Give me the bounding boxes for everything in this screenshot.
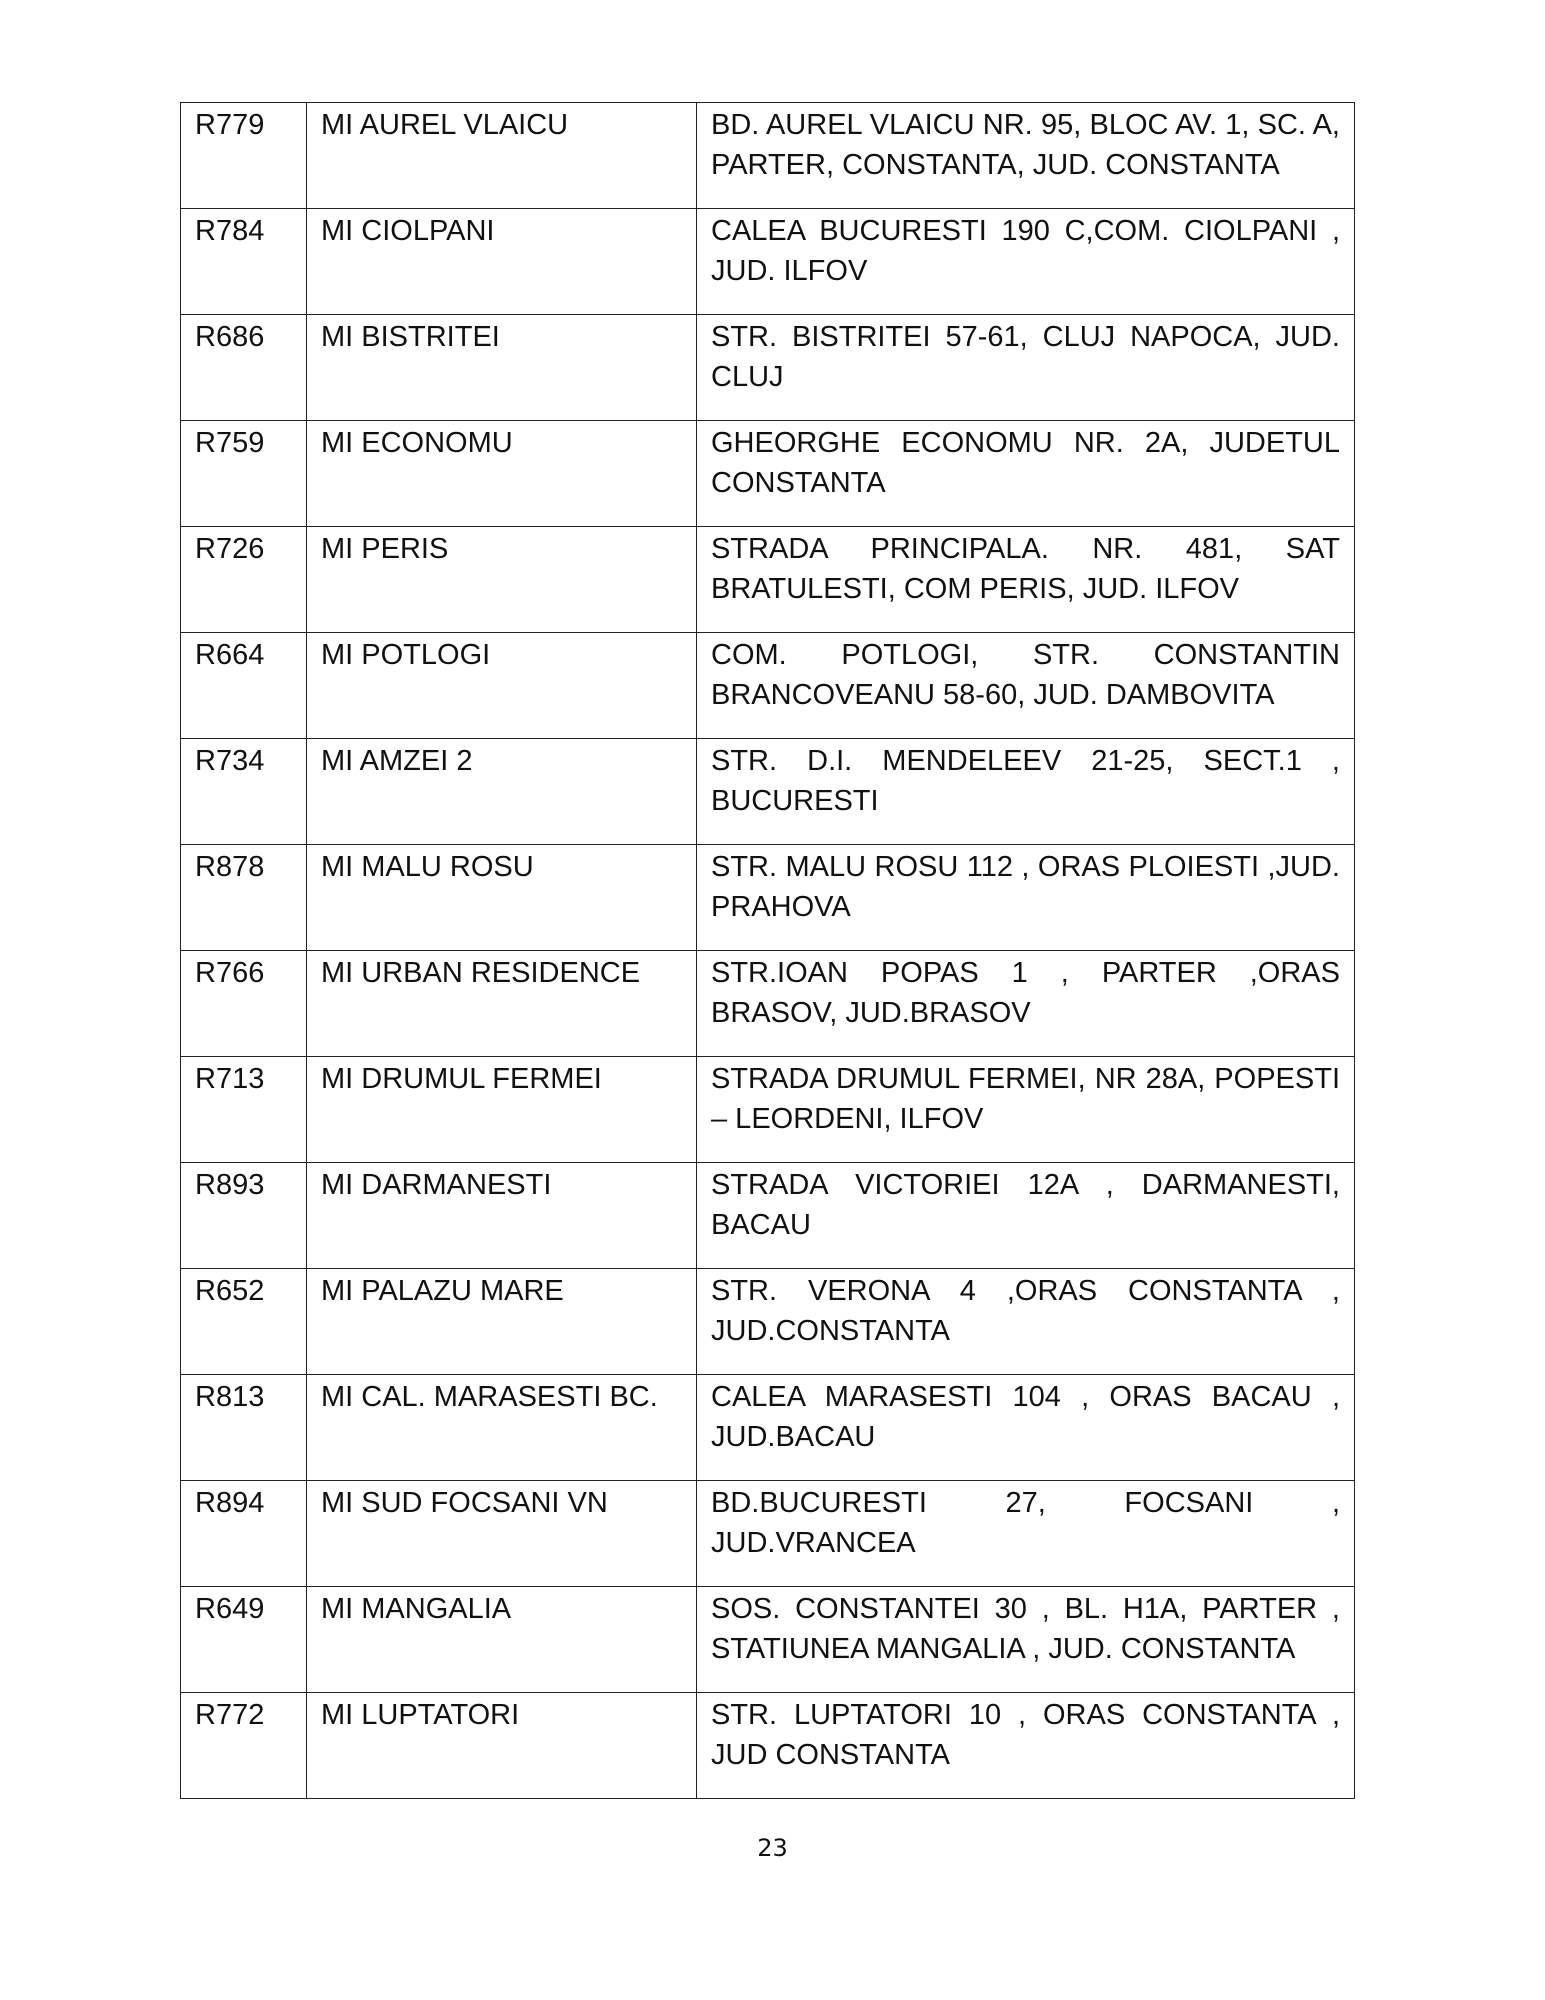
- table-row: [181, 315, 1355, 421]
- page-number: 23: [757, 1834, 788, 1862]
- table-row: [181, 633, 1355, 739]
- store-name-cell: MI CIOLPANI: [307, 209, 697, 315]
- store-address-cell: STR.IOAN POPAS 1 , PARTER ,ORAS BRASOV, JUD.BRASOV: [697, 951, 1355, 1057]
- store-code-cell: R686: [181, 315, 307, 421]
- table-row: [181, 1057, 1355, 1163]
- store-code-cell: R759: [181, 421, 307, 527]
- store-name-cell: MI DRUMUL FERMEI: [307, 1057, 697, 1163]
- store-code-cell: R894: [181, 1481, 307, 1587]
- table-row: [181, 951, 1355, 1057]
- store-code-cell: R813: [181, 1375, 307, 1481]
- table-row: [181, 1375, 1355, 1481]
- store-address-cell: COM. POTLOGI, STR. CONSTANTIN BRANCOVEANU 58-60, JUD. DAMBOVITA: [697, 633, 1355, 739]
- store-address-cell: SOS. CONSTANTEI 30 , BL. H1A, PARTER , STATIUNEA MANGALIA , JUD. CONSTANTA: [697, 1587, 1355, 1693]
- store-name-cell: MI PALAZU MARE: [307, 1269, 697, 1375]
- table-row: [181, 209, 1355, 315]
- store-name-cell: MI POTLOGI: [307, 633, 697, 739]
- store-address-cell: STR. LUPTATORI 10 , ORAS CONSTANTA , JUD CONSTANTA: [697, 1693, 1355, 1799]
- store-code-cell: R652: [181, 1269, 307, 1375]
- store-address-cell: STR. MALU ROSU 112 , ORAS PLOIESTI ,JUD. PRAHOVA: [697, 845, 1355, 951]
- store-address-cell: STR. D.I. MENDELEEV 21-25, SECT.1 , BUCURESTI: [697, 739, 1355, 845]
- store-name-cell: MI MALU ROSU: [307, 845, 697, 951]
- store-address-cell: BD. AUREL VLAICU NR. 95, BLOC AV. 1, SC. A, PARTER, CONSTANTA, JUD. CONSTANTA: [697, 103, 1355, 209]
- table-row: [181, 1481, 1355, 1587]
- store-address-cell: STR. VERONA 4 ,ORAS CONSTANTA , JUD.CONSTANTA: [697, 1269, 1355, 1375]
- table-row: [181, 1587, 1355, 1693]
- store-name-cell: MI SUD FOCSANI VN: [307, 1481, 697, 1587]
- store-name-cell: MI LUPTATORI: [307, 1693, 697, 1799]
- store-name-cell: MI BISTRITEI: [307, 315, 697, 421]
- store-code-cell: R893: [181, 1163, 307, 1269]
- store-name-cell: MI CAL. MARASESTI BC.: [307, 1375, 697, 1481]
- store-name-cell: MI ECONOMU: [307, 421, 697, 527]
- table-row: [181, 1693, 1355, 1799]
- table-row: [181, 845, 1355, 951]
- store-address-cell: STRADA VICTORIEI 12A , DARMANESTI, BACAU: [697, 1163, 1355, 1269]
- store-name-cell: MI DARMANESTI: [307, 1163, 697, 1269]
- store-table-body: [181, 103, 1355, 1799]
- store-address-cell: STRADA PRINCIPALA. NR. 481, SAT BRATULESTI, COM PERIS, JUD. ILFOV: [697, 527, 1355, 633]
- store-table: [180, 102, 1355, 1799]
- store-name-cell: MI PERIS: [307, 527, 697, 633]
- store-code-cell: R779: [181, 103, 307, 209]
- store-address-cell: STR. BISTRITEI 57-61, CLUJ NAPOCA, JUD. CLUJ: [697, 315, 1355, 421]
- store-address-cell: BD.BUCURESTI 27, FOCSANI , JUD.VRANCEA: [697, 1481, 1355, 1587]
- store-code-cell: R766: [181, 951, 307, 1057]
- table-row: [181, 739, 1355, 845]
- store-code-cell: R664: [181, 633, 307, 739]
- store-code-cell: R726: [181, 527, 307, 633]
- table-row: [181, 1163, 1355, 1269]
- store-name-cell: MI MANGALIA: [307, 1587, 697, 1693]
- table-row: [181, 1269, 1355, 1375]
- table-row: [181, 421, 1355, 527]
- store-code-cell: R784: [181, 209, 307, 315]
- store-code-cell: R649: [181, 1587, 307, 1693]
- store-address-cell: GHEORGHE ECONOMU NR. 2A, JUDETUL CONSTANTA: [697, 421, 1355, 527]
- store-code-cell: R878: [181, 845, 307, 951]
- store-name-cell: MI AMZEI 2: [307, 739, 697, 845]
- store-name-cell: MI AUREL VLAICU: [307, 103, 697, 209]
- table-row: [181, 527, 1355, 633]
- store-address-cell: STRADA DRUMUL FERMEI, NR 28A, POPESTI – LEORDENI, ILFOV: [697, 1057, 1355, 1163]
- table-row: [181, 103, 1355, 209]
- store-code-cell: R713: [181, 1057, 307, 1163]
- store-address-cell: CALEA BUCURESTI 190 C,COM. CIOLPANI , JUD. ILFOV: [697, 209, 1355, 315]
- store-code-cell: R772: [181, 1693, 307, 1799]
- store-name-cell: MI URBAN RESIDENCE: [307, 951, 697, 1057]
- store-code-cell: R734: [181, 739, 307, 845]
- store-address-cell: CALEA MARASESTI 104 , ORAS BACAU , JUD.BACAU: [697, 1375, 1355, 1481]
